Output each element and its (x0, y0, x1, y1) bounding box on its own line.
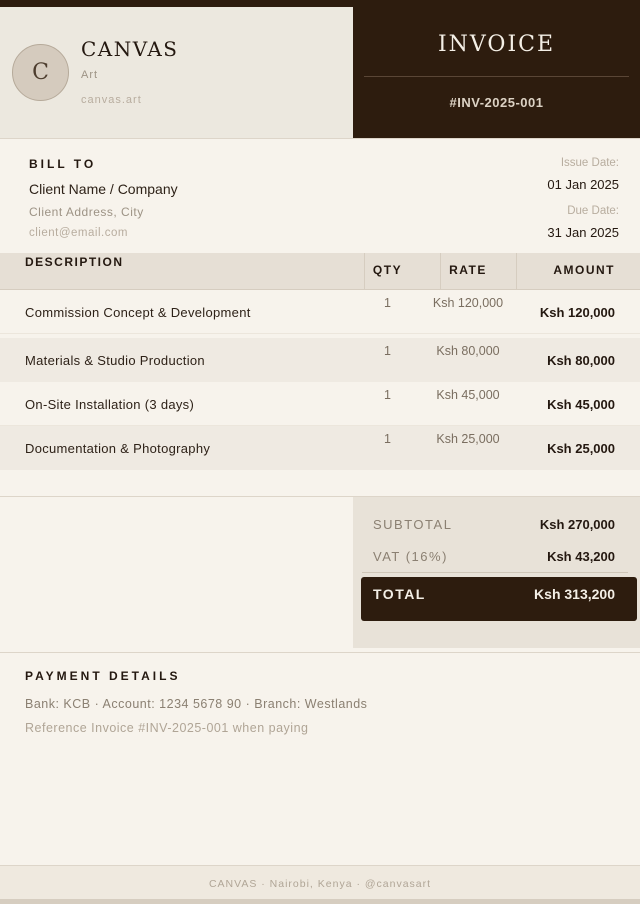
footer (0, 865, 640, 899)
column-header-description: DESCRIPTION (25, 255, 124, 269)
client-name: Client Name / Company (29, 181, 178, 197)
subtotal-value: Ksh 270,000 (539, 517, 615, 532)
item-rate: Ksh 80,000 (436, 344, 500, 358)
bill-to-label: BILL TO (29, 157, 97, 171)
header-divider (0, 138, 640, 139)
logo-letter: C (32, 60, 49, 85)
table-row (0, 290, 640, 334)
payment-divider (0, 652, 640, 653)
column-divider (440, 253, 441, 290)
issue-date-value: 01 Jan 2025 (547, 177, 619, 192)
table-row (0, 382, 640, 426)
brand-name: CANVAS (81, 37, 179, 61)
item-description: Materials & Studio Production (25, 353, 205, 368)
item-amount: Ksh 25,000 (547, 441, 615, 456)
bottom-accent-bar (0, 899, 640, 904)
item-description: Documentation & Photography (25, 441, 211, 456)
issue-date-label: Issue Date: (560, 157, 619, 169)
table-row (0, 338, 640, 382)
payment-bank-details: Bank: KCB · Account: 1234 5678 90 · Branch: Westlands (25, 697, 368, 711)
column-divider (364, 253, 365, 290)
item-rate: Ksh 45,000 (436, 388, 500, 402)
client-email: client@email.com (29, 227, 128, 239)
item-description: On-Site Installation (3 days) (25, 397, 195, 412)
due-date-label: Due Date: (567, 205, 619, 217)
column-header-rate: RATE (449, 263, 487, 277)
row-divider (0, 333, 640, 334)
invoice-number: #INV-2025-001 (449, 95, 544, 110)
total-bar (361, 577, 637, 621)
item-rate: Ksh 25,000 (436, 432, 500, 446)
item-qty: 1 (384, 432, 391, 446)
item-qty: 1 (384, 388, 391, 402)
total-label: TOTAL (373, 586, 426, 602)
item-rate: Ksh 120,000 (432, 296, 504, 310)
payment-reference-note: Reference Invoice #INV-2025-001 when paying (25, 721, 309, 735)
item-amount: Ksh 120,000 (539, 305, 615, 320)
due-date-value: 31 Jan 2025 (547, 225, 619, 240)
item-amount: Ksh 45,000 (547, 397, 615, 412)
column-header-amount: AMOUNT (553, 263, 615, 277)
item-qty: 1 (384, 296, 391, 310)
item-qty: 1 (384, 344, 391, 358)
brand-panel (0, 7, 353, 138)
totals-divider (362, 572, 628, 573)
client-address: Client Address, City (29, 205, 144, 219)
total-value: Ksh 313,200 (534, 586, 615, 602)
item-amount: Ksh 80,000 (547, 353, 615, 368)
brand-tagline: Art (81, 69, 99, 81)
invoice-title: INVOICE (437, 32, 556, 57)
subtotal-label: SUBTOTAL (373, 517, 453, 532)
brand-logo (12, 44, 69, 101)
items-table-header (0, 253, 640, 290)
invoice-header-divider (364, 76, 629, 77)
item-description: Commission Concept & Development (25, 305, 251, 320)
invoice-header-panel (353, 0, 640, 138)
vat-value: Ksh 43,200 (547, 549, 615, 564)
table-row (0, 426, 640, 470)
column-divider (516, 253, 517, 290)
brand-website: canvas.art (81, 94, 142, 106)
payment-details-label: PAYMENT DETAILS (25, 669, 181, 683)
vat-label: VAT (16%) (373, 549, 448, 564)
column-header-qty: QTY (372, 263, 403, 277)
footer-text: CANVAS · Nairobi, Kenya · @canvasart (208, 878, 432, 890)
